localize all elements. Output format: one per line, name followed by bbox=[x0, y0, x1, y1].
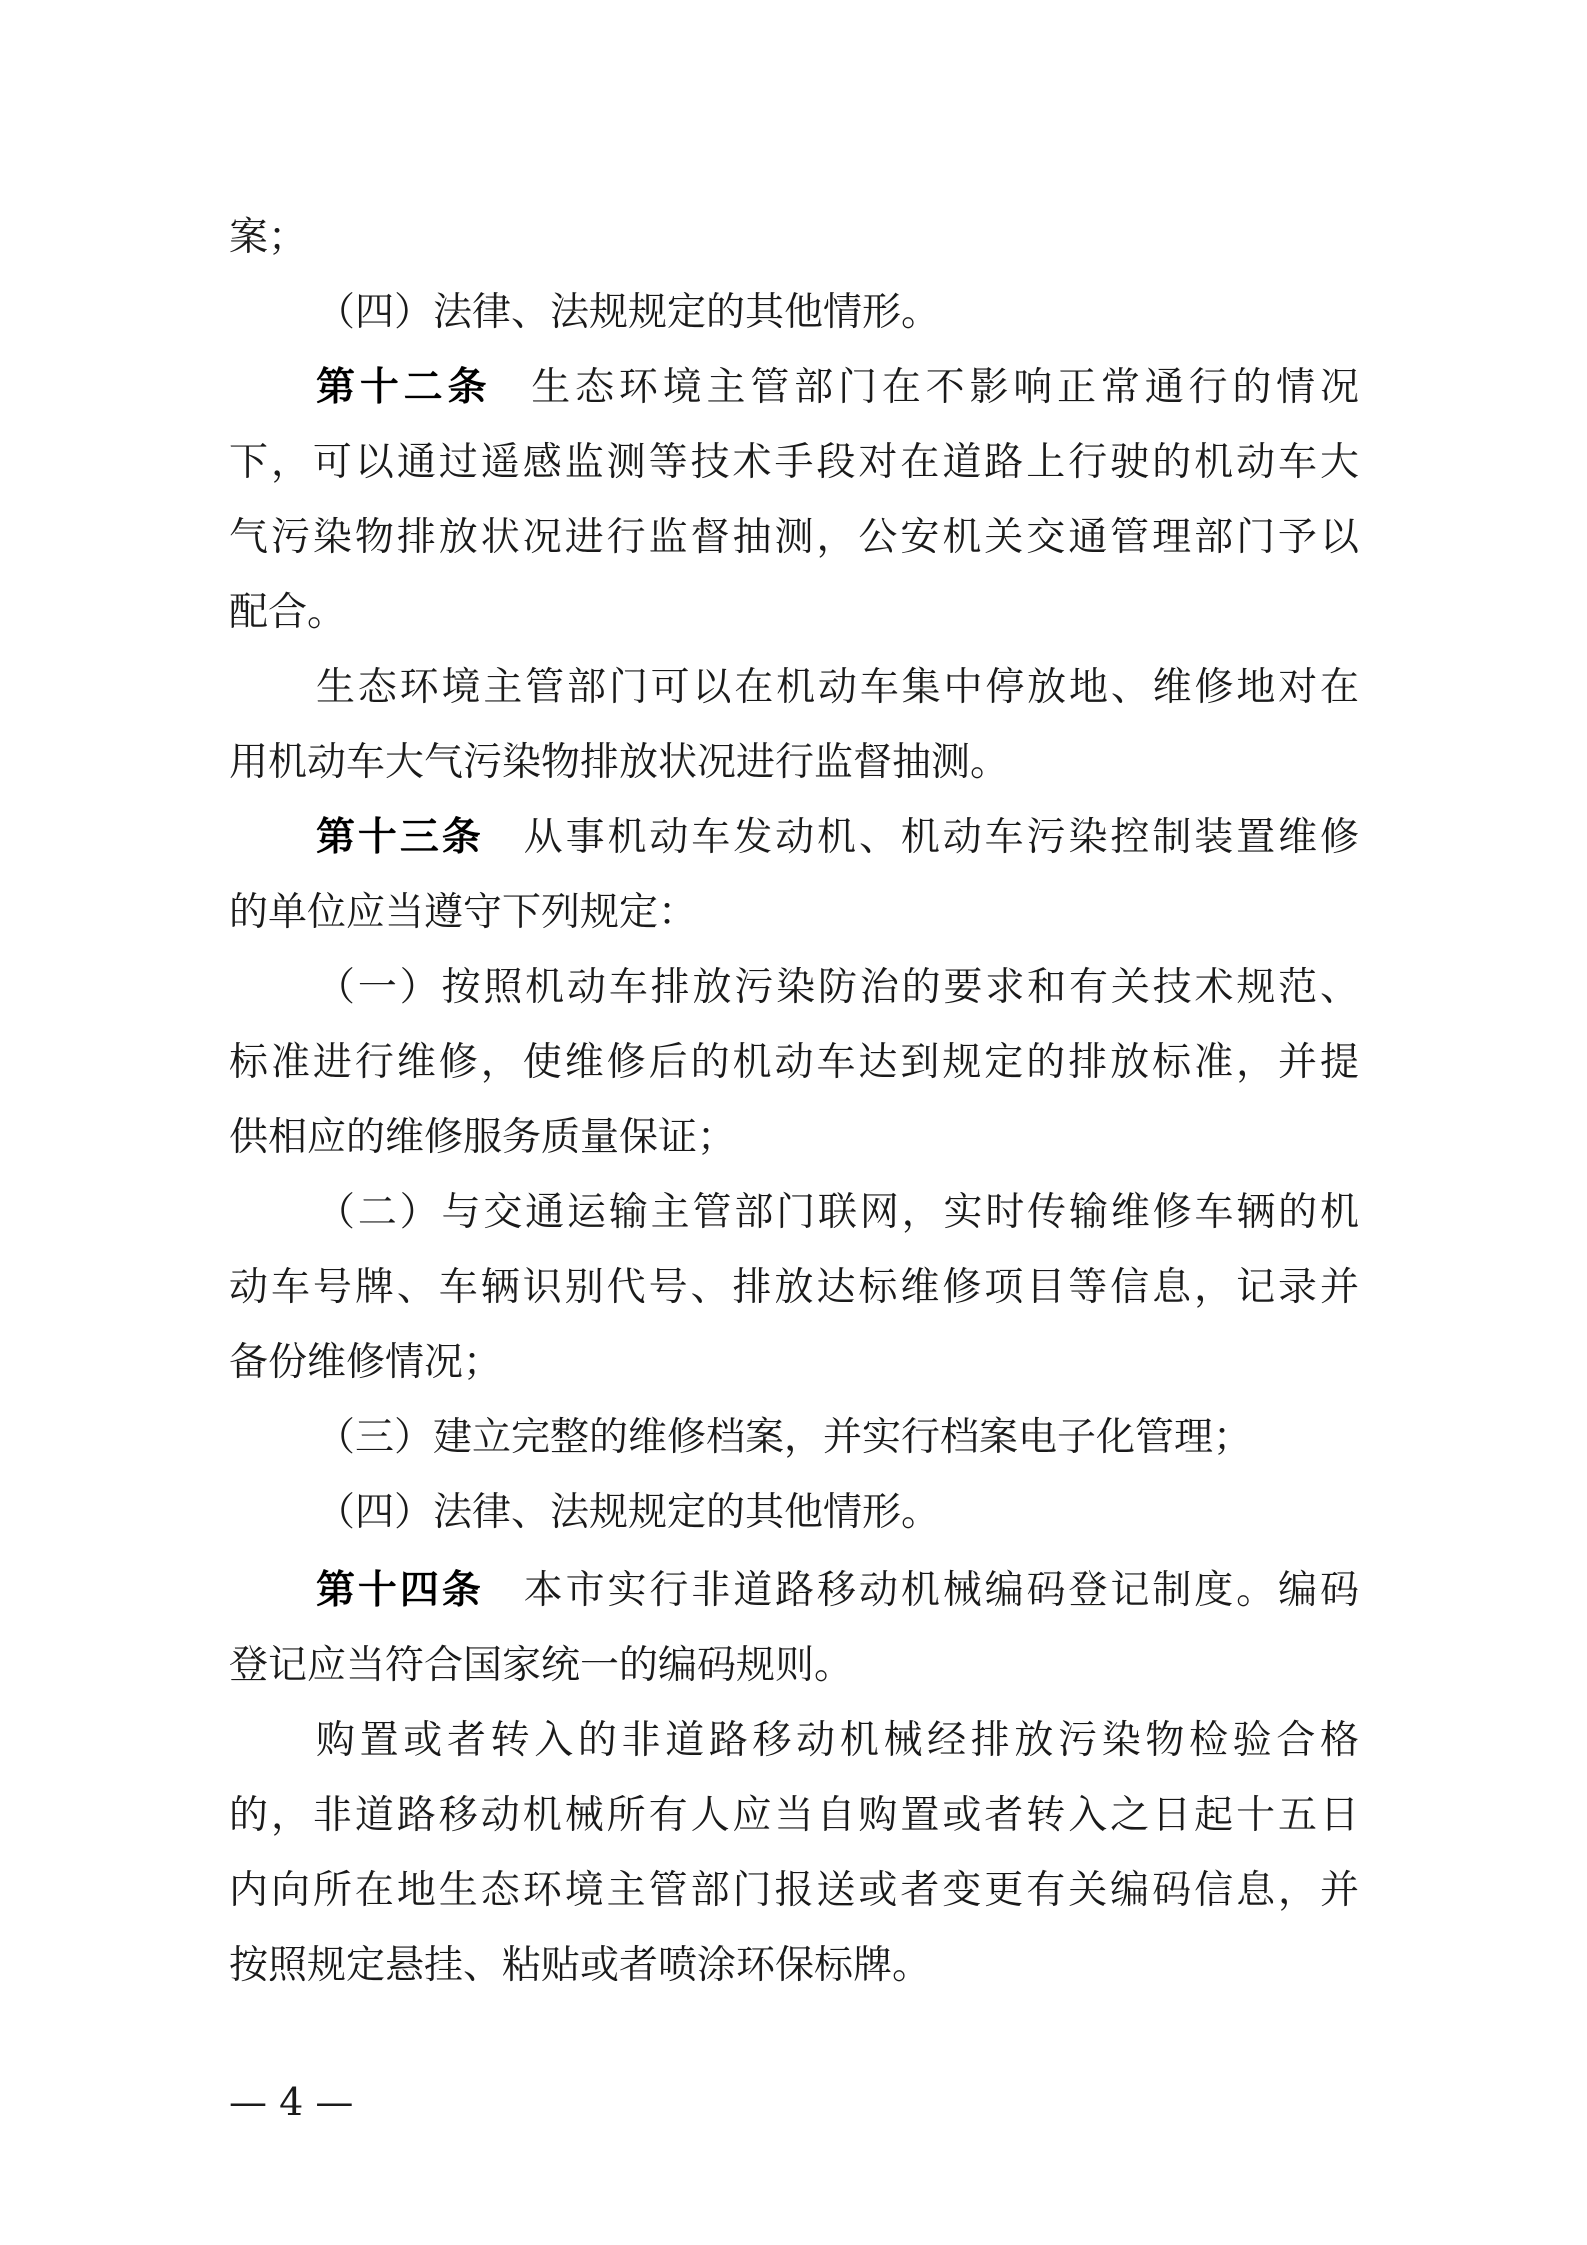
line-text: 气污染物排放状况进行监督抽测，公安机关交通管理部门予以 bbox=[229, 515, 1359, 560]
body-line bbox=[229, 875, 1359, 950]
article-heading-line bbox=[316, 800, 1359, 875]
body-line bbox=[229, 500, 1359, 575]
article-number: 第十四条 bbox=[316, 1568, 484, 1613]
body-line bbox=[229, 1628, 1359, 1703]
article-number: 第十二条 bbox=[316, 365, 492, 410]
article-number: 第十三条 bbox=[316, 815, 484, 860]
body-line bbox=[316, 275, 1359, 350]
body-line bbox=[229, 1025, 1359, 1100]
article-heading-line bbox=[316, 1553, 1359, 1628]
line-text: 的，非道路移动机械所有人应当自购置或者转入之日起十五日 bbox=[229, 1793, 1359, 1838]
line-text: 购置或者转入的非道路移动机械经排放污染物检验合格 bbox=[316, 1718, 1359, 1763]
line-text: 登记应当符合国家统一的编码规则。 bbox=[229, 1643, 854, 1688]
body-line bbox=[229, 1325, 1359, 1400]
line-text: 从事机动车发动机、机动车污染控制装置维修 bbox=[523, 815, 1359, 860]
line-text: 备份维修情况； bbox=[229, 1340, 503, 1385]
body-line bbox=[316, 650, 1359, 725]
line-text: （二）与交通运输主管部门联网，实时传输维修车辆的机 bbox=[316, 1190, 1359, 1235]
line-text: 下，可以通过遥感监测等技术手段对在道路上行驶的机动车大 bbox=[229, 440, 1359, 485]
line-text: 按照规定悬挂、粘贴或者喷涂环保标牌。 bbox=[229, 1943, 932, 1988]
body-line bbox=[229, 200, 1359, 275]
line-text: （四）法律、法规规定的其他情形。 bbox=[316, 1490, 941, 1535]
body-line bbox=[316, 1703, 1359, 1778]
body-line bbox=[316, 950, 1359, 1025]
line-text: （一）按照机动车排放污染防治的要求和有关技术规范、 bbox=[316, 965, 1359, 1010]
body-line bbox=[316, 1400, 1359, 1475]
body-line bbox=[229, 1250, 1359, 1325]
line-text: 标准进行维修，使维修后的机动车达到规定的排放标准，并提 bbox=[229, 1040, 1359, 1085]
line-text: 的单位应当遵守下列规定： bbox=[229, 890, 698, 935]
body-line bbox=[229, 1778, 1359, 1853]
body-line bbox=[316, 1175, 1359, 1250]
line-text: 供相应的维修服务质量保证； bbox=[229, 1115, 737, 1160]
line-text: 动车号牌、车辆识别代号、排放达标维修项目等信息，记录并 bbox=[229, 1265, 1359, 1310]
line-text: （四）法律、法规规定的其他情形。 bbox=[316, 290, 941, 335]
body-line bbox=[316, 1475, 1359, 1550]
line-text: 本市实行非道路移动机械编码登记制度。编码 bbox=[523, 1568, 1359, 1613]
line-text: 内向所在地生态环境主管部门报送或者变更有关编码信息，并 bbox=[229, 1868, 1359, 1913]
page-number: — 4 — bbox=[229, 2080, 354, 2124]
body-line bbox=[229, 1853, 1359, 1928]
body-line bbox=[229, 1100, 1359, 1175]
body-line bbox=[229, 425, 1359, 500]
line-text: 用机动车大气污染物排放状况进行监督抽测。 bbox=[229, 740, 1010, 785]
line-text: 生态环境主管部门在不影响正常通行的情况 bbox=[531, 365, 1359, 410]
body-line bbox=[229, 1928, 1359, 2003]
body-line bbox=[229, 575, 1359, 650]
line-text: 配合。 bbox=[229, 590, 347, 635]
line-text: 案； bbox=[229, 215, 308, 260]
line-text: 生态环境主管部门可以在机动车集中停放地、维修地对在 bbox=[316, 665, 1359, 710]
body-line bbox=[229, 725, 1359, 800]
article-heading-line bbox=[316, 350, 1359, 425]
line-text: （三）建立完整的维修档案，并实行档案电子化管理； bbox=[316, 1415, 1253, 1460]
